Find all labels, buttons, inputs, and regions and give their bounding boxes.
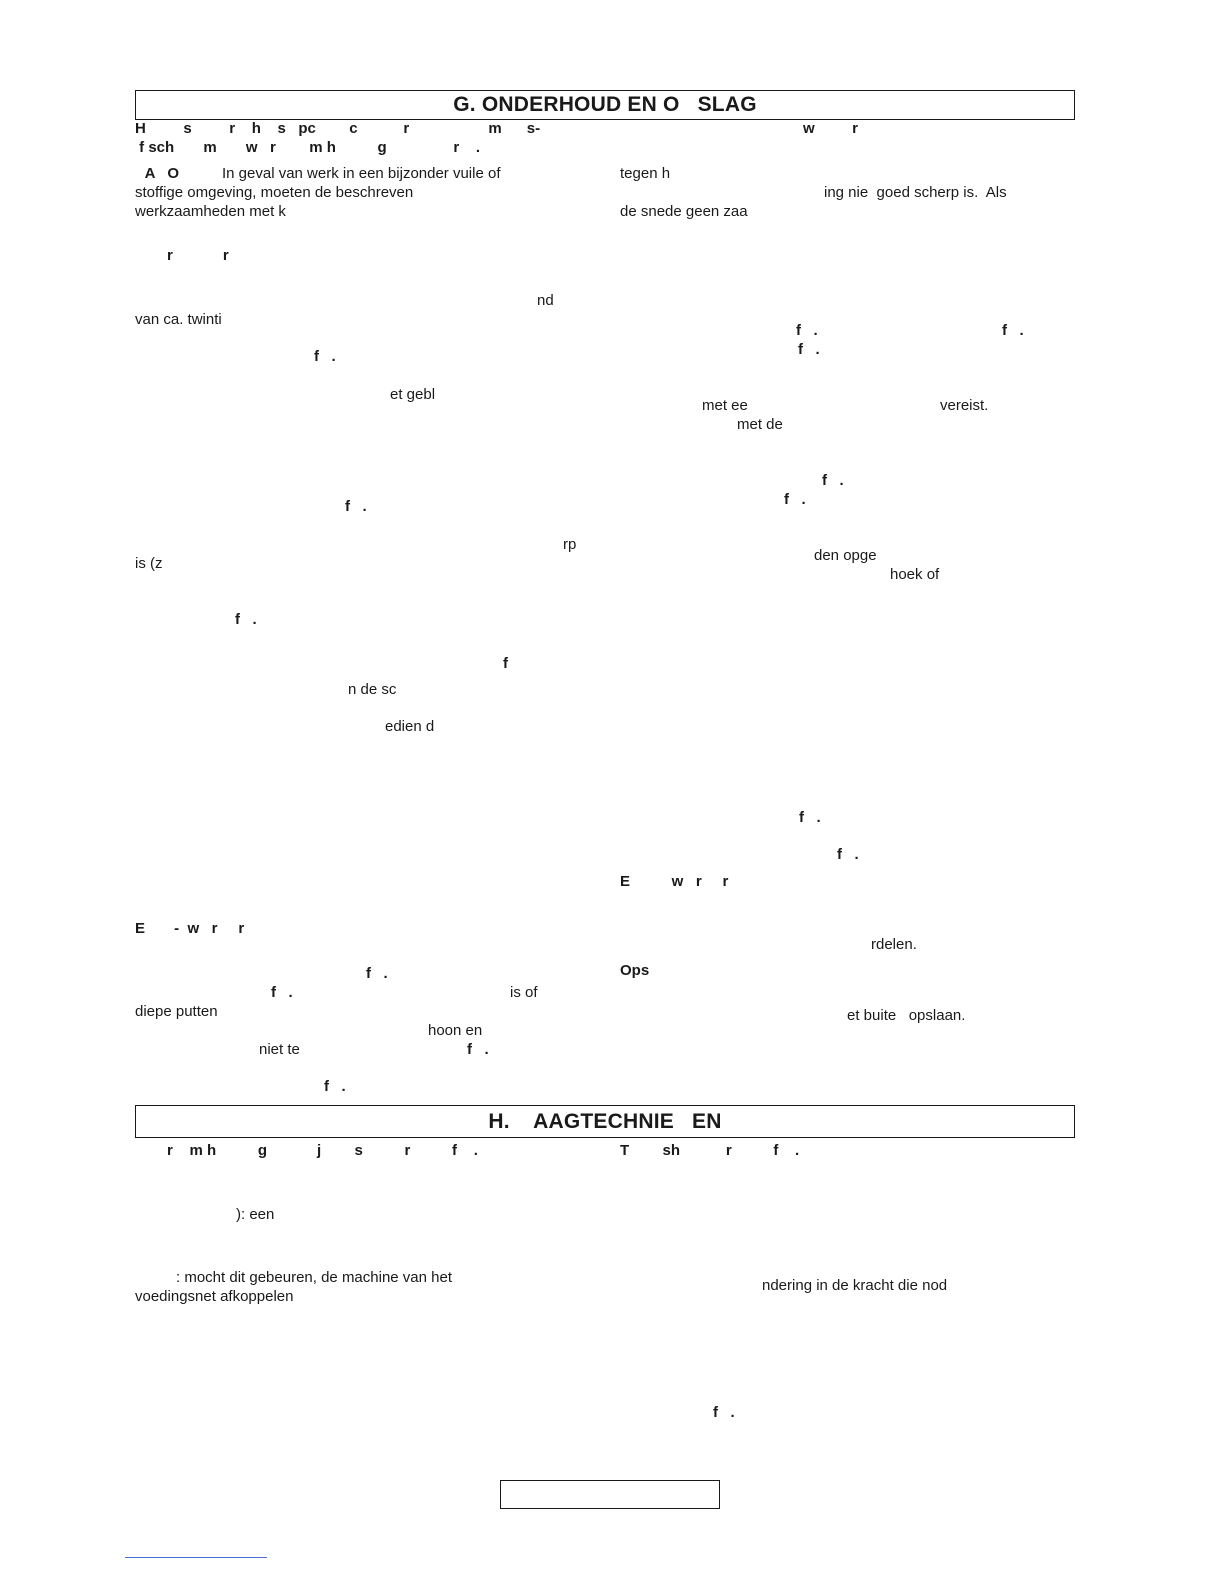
g-heading-line-2: f sch m w r m h g r . [135, 139, 481, 156]
g-note-text-3: werkzaamheden met k [135, 203, 286, 220]
g-fragment-is-z: is (z [135, 555, 163, 572]
h-heading-left: r m h g j s r f . [167, 1142, 478, 1159]
g-fragment-niet-te: niet te [259, 1041, 300, 1058]
g-fragment-gebl: et gebl [390, 386, 436, 403]
g-figure-ref-13: f . [271, 984, 293, 1001]
h-fragment-voedingsnet: voedingsnet afkoppelen [135, 1288, 294, 1305]
h-fragment-kracht: ndering in de kracht die nod [762, 1277, 948, 1294]
g-fragment-diepe-putten: diepe putten [135, 1003, 218, 1020]
g-fragment-met-de: met de [737, 416, 783, 433]
g-figure-ref-14: f . [467, 1041, 489, 1058]
g-heading-right: w r [803, 120, 859, 137]
g-subheading-ops: Ops [620, 962, 650, 979]
g-fragment-is-of: is of [510, 984, 538, 1001]
g-subheading-fragment: r r [167, 247, 229, 264]
g-fragment-opge: den opge [814, 547, 877, 564]
g-fragment-met-ee: met ee [702, 397, 748, 414]
g-figure-ref-8: f . [235, 611, 257, 628]
g-right-text-2: ing nie goed scherp is. Als [824, 184, 1007, 201]
g-subheading-right: E w r r [620, 873, 729, 890]
g-figure-ref-15: f . [324, 1078, 346, 1095]
g-figure-ref-3: f . [1002, 322, 1024, 339]
g-right-text-3: de snede geen zaa [620, 203, 748, 220]
h-figure-ref-1: f . [713, 1404, 735, 1421]
g-heading-line-1: H s r h s pc c r m s- [135, 120, 541, 137]
g-fragment-de-sc: n de sc [348, 681, 397, 698]
g-note-label: A O [141, 165, 180, 182]
g-figure-ref-2: f . [796, 322, 818, 339]
g-figure-ref-10: f . [799, 809, 821, 826]
g-fragment-vereist: vereist. [940, 397, 989, 414]
g-figure-ref-11: f . [837, 846, 859, 863]
g-figure-ref-6: f . [784, 491, 806, 508]
g-fragment-twinti: van ca. twinti [135, 311, 222, 328]
g-fragment-hoek: hoek of [890, 566, 940, 583]
g-fragment-edien: edien d [385, 718, 435, 735]
g-figure-ref-7: f . [345, 498, 367, 515]
g-figure-ref-1: f . [314, 348, 336, 365]
g-note-text-2: stoffige omgeving, moeten de beschreven [135, 184, 414, 201]
g-right-text-1: tegen h [620, 165, 671, 182]
g-subheading-left: E - w r r [135, 920, 245, 937]
footer-link-underline[interactable] [125, 1557, 267, 1558]
g-note-text-1: In geval van werk in een bijzonder vuile of [222, 165, 501, 182]
h-heading-right: T sh r f . [620, 1142, 800, 1159]
section-g-title: G. ONDERHOUD EN O SLAG [135, 90, 1075, 120]
g-fragment-nd: nd [537, 292, 554, 309]
h-fragment-mocht: : mocht dit gebeuren, de machine van het [176, 1269, 453, 1286]
g-fragment-rdelen: rdelen. [871, 936, 917, 953]
g-figure-ref-4: f . [798, 341, 820, 358]
g-figure-ref-5: f . [822, 472, 844, 489]
g-figure-ref-12: f . [366, 965, 388, 982]
section-h-title: H. AAGTECHNIE EN [135, 1105, 1075, 1138]
page-number-box [500, 1480, 720, 1509]
g-fragment-opslaan: et buite opslaan. [847, 1007, 966, 1024]
h-fragment-een: ): een [236, 1206, 275, 1223]
g-fragment-rp: rp [563, 536, 577, 553]
g-fragment-hoon-en: hoon en [428, 1022, 483, 1039]
g-figure-ref-9: f [503, 655, 508, 672]
